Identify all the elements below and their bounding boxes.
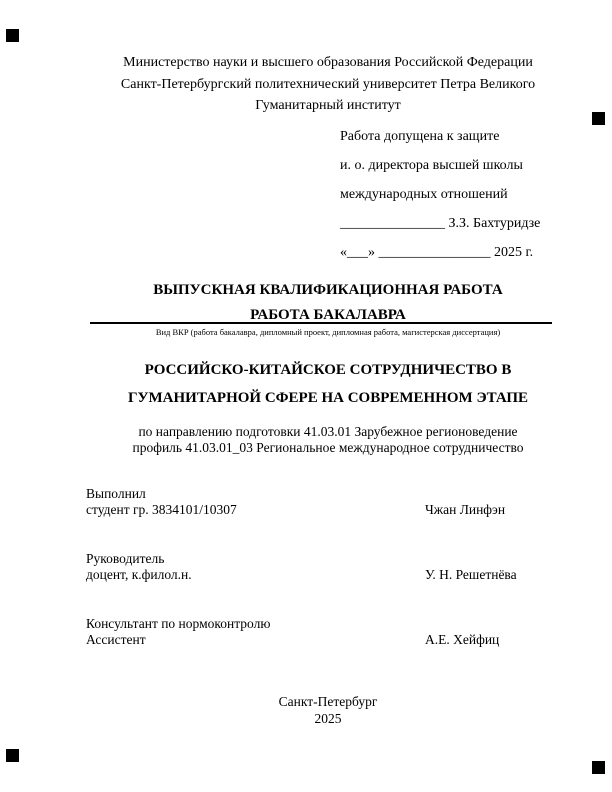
role-position: доцент, к.филол.н.	[86, 566, 192, 582]
program-direction-line: по направлению подготовки 41.03.01 Зарубежное регионоведение	[138, 424, 518, 439]
program-block	[92, 424, 564, 455]
work-type-block	[92, 278, 564, 328]
footer-year: 2025	[314, 710, 342, 726]
footer-block	[92, 694, 564, 727]
work-type-title: ВЫПУСКНАЯ КВАЛИФИКАЦИОННАЯ РАБОТА	[153, 282, 503, 298]
work-type-rule	[90, 322, 552, 324]
thesis-topic-line-2: ГУМАНИТАРНОЙ СФЕРЕ НА СОВРЕМЕННОМ ЭТАПЕ	[127, 389, 529, 406]
work-type-subtitle: РАБОТА БАКАЛАВРА	[250, 307, 406, 323]
role-position: Ассистент	[86, 631, 146, 647]
corner-mark-right-icon	[592, 112, 605, 125]
program-profile-line: профиль 41.03.01_03 Региональное международное сотрудничество	[132, 439, 524, 455]
approval-date-line: «___» ________________ 2025 г.	[340, 245, 534, 260]
signatory-name: У. Н. Решетнёва	[425, 566, 517, 582]
thesis-topic-line-1: РОССИЙСКО-КИТАЙСКОЕ СОТРУДНИЧЕСТВО В	[144, 362, 512, 378]
role-label: Руководитель	[86, 551, 165, 566]
corner-mark-top-left-icon	[6, 29, 19, 42]
work-type-caption: Вид ВКР (работа бакалавра, дипломный проект, дипломная работа, магистерская диссертация)	[155, 327, 501, 337]
corner-mark-bottom-right-icon	[592, 761, 605, 774]
thesis-topic	[92, 357, 564, 412]
ministry-header	[92, 52, 564, 117]
signatory-row-norm-control	[86, 616, 564, 650]
corner-mark-bottom-left-icon	[6, 749, 19, 762]
footer-city: Санкт-Петербург	[278, 694, 378, 709]
ministry-line: Министерство науки и высшего образования Российской Федерации	[123, 55, 533, 70]
approval-statement: Работа допущена к защите	[340, 129, 500, 144]
university-line: Санкт-Петербургский политехнический университет Петра Великого	[120, 76, 536, 92]
role-label: Выполнил	[86, 486, 146, 501]
institute-line: Гуманитарный институт	[255, 98, 401, 113]
signatory-row-student	[86, 486, 564, 520]
signatory-name: Чжан Линфэн	[425, 501, 506, 517]
approver-position-line: и. о. директора высшей школы	[340, 158, 523, 173]
approver-department-line: международных отношений	[340, 187, 508, 202]
signatory-row-supervisor	[86, 551, 564, 585]
director-signature-line: _______________ З.З. Бахтуридзе	[340, 216, 541, 231]
role-position: студент гр. 3834101/10307	[86, 501, 237, 517]
role-label: Консультант по нормоконтролю	[86, 616, 271, 631]
approval-block	[340, 122, 590, 267]
signatory-name: А.Е. Хейфиц	[425, 631, 500, 647]
